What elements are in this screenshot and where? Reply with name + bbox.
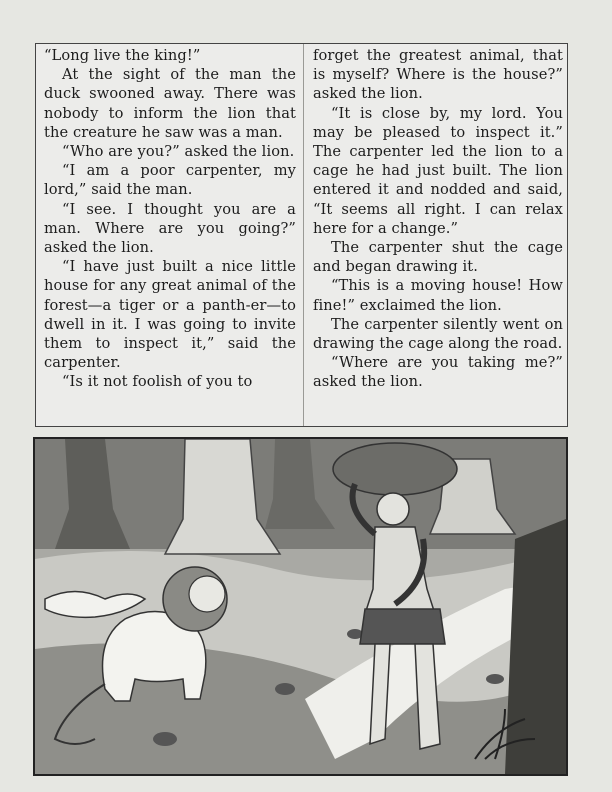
rock	[153, 732, 177, 746]
story-right-column	[313, 46, 563, 392]
illustration-drawing	[35, 439, 566, 774]
story-paragraph: “Who are you?” asked the lion.	[62, 143, 295, 161]
story-paragraph: “Long live the king!”	[44, 47, 201, 64]
rock	[275, 683, 295, 695]
story-paragraph: “I am a poor carpenter, my lord,” said the man.	[44, 162, 296, 199]
story-paragraph: “Where are you taking me?” asked the lion.	[313, 354, 563, 391]
story-paragraph: “I see. I thought you are a man. Where are you going?” asked the lion.	[44, 200, 296, 257]
story-paragraph: “I have just built a nice little house for any great animal of the forest—a tiger or a panth-er—to dwell in it. I was going to invite them to inspect it,” said the carpenter.	[44, 258, 296, 372]
story-paragraph: At the sight of the man the duck swooned away. There was nobody to inform the lion that the creature he saw was a man.	[44, 66, 296, 141]
rock	[486, 674, 504, 684]
story-left-column	[44, 46, 296, 392]
story-paragraph: forget the greatest animal, that is myself? Where is the house?” asked the lion.	[313, 47, 563, 103]
lion-and-carpenter-illustration	[33, 437, 568, 776]
story-paragraph: “This is a moving house! How fine!” exclaimed the lion.	[313, 277, 563, 314]
story-paragraph: The carpenter silently went on drawing the cage along the road.	[313, 315, 563, 353]
story-paragraph: “It is close by, my lord. You may be pleased to inspect it.” The carpenter led the lion to a cage he had just built. The lion entered it and nodded and said, “It seems all right. I can relax here for a change.”	[313, 104, 563, 237]
story-paragraph: “Is it not foolish of you to	[62, 373, 253, 391]
story-paragraph: The carpenter shut the cage and began drawing it.	[313, 239, 563, 276]
column-divider	[303, 44, 304, 426]
story-text-box	[35, 43, 568, 427]
